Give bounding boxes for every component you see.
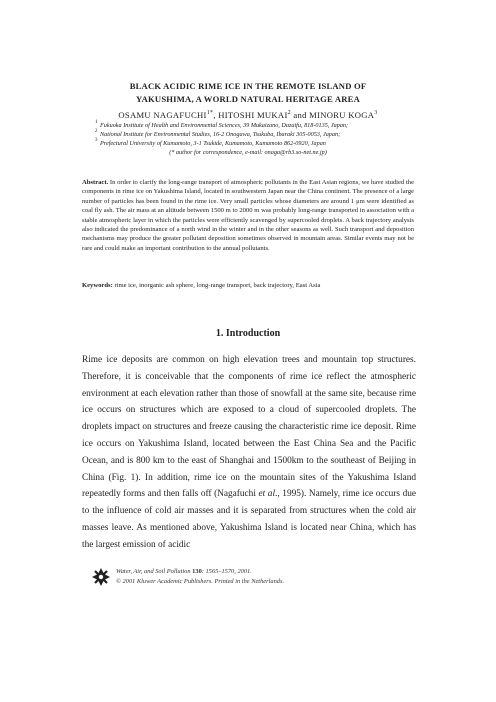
journal-pages: : 1565–1570, 2001. <box>201 568 252 575</box>
affiliation <box>95 138 400 148</box>
body-paragraph <box>82 352 416 554</box>
author-name: MINORU KOGA <box>309 110 375 120</box>
affiliation <box>95 129 400 139</box>
paper-title <box>60 80 436 106</box>
affiliation-text: National Institute for Environmental Studies, 16-2 Onogawa, Tsukuba, Ibaraki 305-0053, Japan; <box>100 131 341 138</box>
author-affiliation-mark: 3 <box>374 110 378 117</box>
author-list: OSAMU $NAGAFUCHI^{1*}$, HITOSHI MUKAI$^2$ and MINORU KOGA$^3$ <box>118 110 378 120</box>
abstract-text: In order to clarify the long-range transport of atmospheric pollutants in the East Asian regions, we have studied the components in rime ice on Yakushima Island, located in southwestern Japan near the China continent. The presence of a large number of particles has been found in the rime ice. Very small particles whose diameters are around 1 μm were identified as coal fly ash. The air mass at an altitude between 1500 m to 2000 m was probably long-range transported in association with a stable atmospheric layer in which the particles were efficiently scavenged by supercooled droplets. A back trajectory analysis also indicated the predominance of a north wind in the winter and in the other seasons as well. Such transport and deposition mechanisms may produce the greater pollutant deposition sometimes observed in mountain areas. Similar events may not be rare and could make an important contribution to the annual pollutants. <box>82 179 415 252</box>
affiliation-number: 3 <box>95 138 98 143</box>
section-heading: 1. Introduction <box>215 328 281 339</box>
keywords-text: rime ice, inorganic ash sphere, long-range transport, back trajectory, East Asia <box>114 282 321 289</box>
body-text: ., 1995). Namely, rime ice occurs due to the influence of cold air masses and it is separated from structures when the cold air masses leave. As mentioned above, Yakushima Island is located near China, which has the largest emission of acidic <box>82 489 416 550</box>
author-affiliation-mark: 1* <box>206 110 214 117</box>
author-name: HITOSHI MUKAI <box>218 110 288 120</box>
correspondence-note: (* author for correspondence, e-mail: onaga@rb3.so-net.ne.jp) <box>169 149 327 156</box>
keywords-label: Keywords: <box>82 282 113 289</box>
author-name: OSAMU NAGAFUCHI <box>118 110 207 120</box>
journal-volume: 130 <box>192 568 202 575</box>
journal-name: Water, Air, and Soil Pollution <box>116 568 193 575</box>
copyright-line: © 2001 Kluwer Academic Publishers. Printed in the Netherlands. <box>116 578 285 585</box>
affiliation-text: Prefectural University of Kumamoto, 3-1 Tsukide, Kumamoto, Kumamoto 862-0920, Japan <box>100 140 326 147</box>
affiliation <box>95 120 400 130</box>
affiliation-number: 1 <box>95 120 98 125</box>
body-text: Rime ice deposits are common on high elevation trees and mountain top structures. Therefore, it is conceivable that the components of rime ice reflect the atmospheric environment at each elevation rather than those of snowfall at the same site, because rime ice occurs on structures which are exposed to a cloud of supercooled droplets. The droplets impact on structures and freeze causing the characteristic rime ice deposit. Rime ice occurs on Yakushima Island, located between the East China Sea and the Pacific Ocean, and is 800 km to the east of Shanghai and 1500km to the southeast of Beijing in China (Fig. 1). In addition, rime ice on the mountain sites of the Yakushima Island repeatedly forms and then falls off (Nagafuchi <box>82 355 416 500</box>
keywords <box>82 281 414 290</box>
affiliation-text: Fukuoka Institute of Health and Environmental Sciences, 39 Mukaizano, Dazaifu, 818-0135, Japan; <box>100 122 349 129</box>
journal-footer <box>116 567 284 587</box>
publisher-logo-icon <box>91 567 111 587</box>
abstract <box>82 178 414 253</box>
abstract-label: Abstract. <box>82 179 109 186</box>
citation-et-al: et al <box>258 489 276 500</box>
author-affiliation-mark: 2 <box>287 110 291 117</box>
title-line-2: YAKUSHIMA, A WORLD NATURAL HERITAGE AREA <box>136 94 360 104</box>
title-line-1: BLACK ACIDIC RIME ICE IN THE REMOTE ISLAND OF <box>129 81 367 91</box>
journal-citation <box>116 567 284 577</box>
affiliation-number: 2 <box>95 129 98 134</box>
